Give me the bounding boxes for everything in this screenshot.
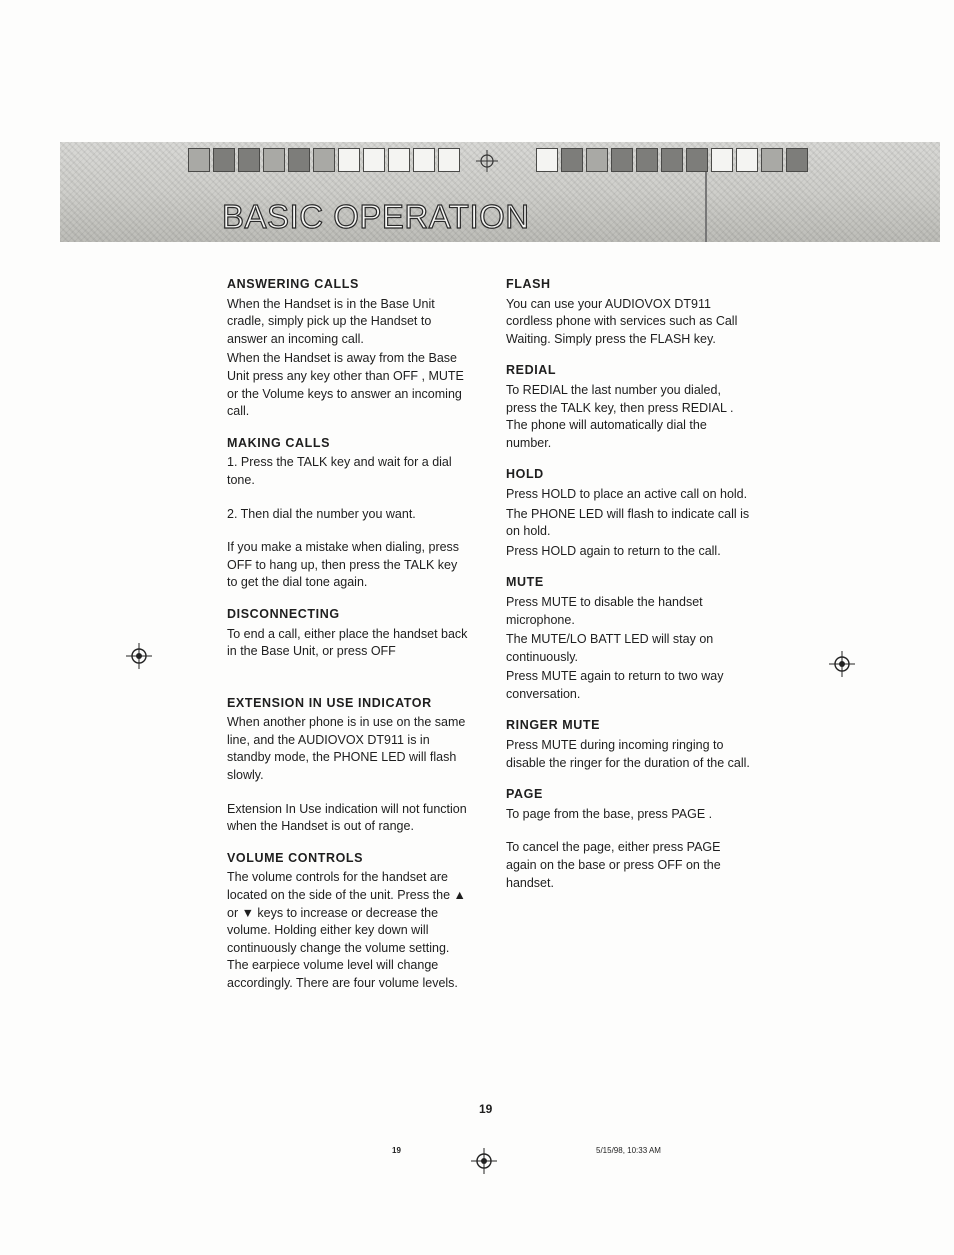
section-page (506, 786, 750, 892)
registration-mark-icon (476, 150, 498, 172)
section-hold (506, 466, 750, 560)
section-text: Extension In Use indication will not function when the Handset is out of range. (227, 801, 467, 834)
section-text: If you make a mistake when dialing, press OFF to hang up, then press the TALK key to get the dial tone again. (227, 540, 460, 590)
section-text: 1. Press the TALK key and wait for a dial tone. (227, 455, 452, 487)
section-text: When the Handset is away from the Base Unit press any key other than OFF , MUTE or the Volume keys to answer an incoming call. (227, 351, 464, 419)
section-text: Press MUTE again to return to two way conversation. (506, 669, 724, 701)
section-heading: MUTE (506, 575, 544, 590)
section-text: To page from the base, press PAGE . (506, 806, 713, 821)
registration-mark-icon (471, 1148, 497, 1174)
section-extension-in-use (227, 695, 471, 836)
section-ringer-mute (506, 717, 750, 772)
section-making-calls (227, 435, 471, 592)
section-text: Press HOLD again to return to the call. (506, 543, 721, 558)
section-answering-calls (227, 276, 471, 421)
section-heading: VOLUME CONTROLS (227, 850, 364, 865)
section-disconnecting (227, 606, 471, 661)
section-text: To cancel the page, either press PAGE again on the base or press OFF on the handset. (506, 840, 721, 890)
section-text: Press HOLD to place an active call on hold. (506, 486, 748, 501)
section-heading: PAGE (506, 787, 543, 802)
section-volume-controls (227, 850, 471, 993)
section-text: Press MUTE during incoming ringing to disable the ringer for the duration of the call. (506, 738, 750, 770)
section-flash (506, 276, 750, 348)
section-heading: MAKING CALLS (227, 435, 331, 450)
page-title: BASIC OPERATION (222, 198, 530, 235)
section-text: To REDIAL the last number you dialed, press the TALK key, then press REDIAL . The phone will automatically dial the number. (506, 382, 734, 450)
section-heading: FLASH (506, 277, 551, 291)
section-text: When the Handset is in the Base Unit cradle, simply pick up the Handset to answer an incoming call. (227, 296, 435, 346)
section-redial (506, 362, 750, 452)
section-text: You can use your AUDIOVOX DT911 cordless phone with services such as Call Waiting. Simply press the FLASH key. (506, 296, 738, 346)
section-text: To end a call, either place the handset back in the Base Unit, or press OFF (227, 626, 468, 659)
left-column (227, 276, 471, 1007)
banner-pattern-right (536, 148, 808, 170)
section-mute (506, 574, 750, 703)
section-heading: RINGER MUTE (506, 718, 601, 733)
print-page-code: 19 (392, 1146, 401, 1155)
print-timestamp: 5/15/98, 10:33 AM (596, 1146, 661, 1155)
section-text: The PHONE LED will flash to indicate call is on hold. (506, 506, 750, 539)
section-text: Press MUTE to disable the handset microphone. (506, 594, 703, 627)
section-heading: ANSWERING CALLS (227, 277, 359, 291)
registration-mark-icon (126, 643, 152, 669)
banner-pattern-left (188, 148, 460, 170)
section-heading: REDIAL (506, 363, 557, 378)
section-banner (60, 142, 940, 242)
section-heading: DISCONNECTING (227, 606, 340, 621)
section-text: The volume controls for the handset are located on the side of the unit. Press the ▲ or ▼ keys to increase or decrease the volume. Holding either key down will continuously change the volume setting. The earpiece volume level will change accordingly. There are four volume levels. (227, 870, 466, 990)
section-heading: EXTENSION IN USE INDICATOR (227, 695, 432, 710)
section-text: When another phone is in use on the same line, and the AUDIOVOX DT911 is in standby mode, the PHONE LED will flash slowly. (227, 715, 466, 783)
page-number: 19 (479, 1102, 493, 1116)
registration-mark-icon (829, 651, 855, 677)
section-text: The MUTE/LO BATT LED will stay on continuously. (506, 632, 714, 664)
section-heading: HOLD (506, 467, 544, 482)
section-text: 2. Then dial the number you want. (227, 506, 416, 521)
right-column (506, 276, 750, 906)
banner-divider (705, 172, 707, 242)
